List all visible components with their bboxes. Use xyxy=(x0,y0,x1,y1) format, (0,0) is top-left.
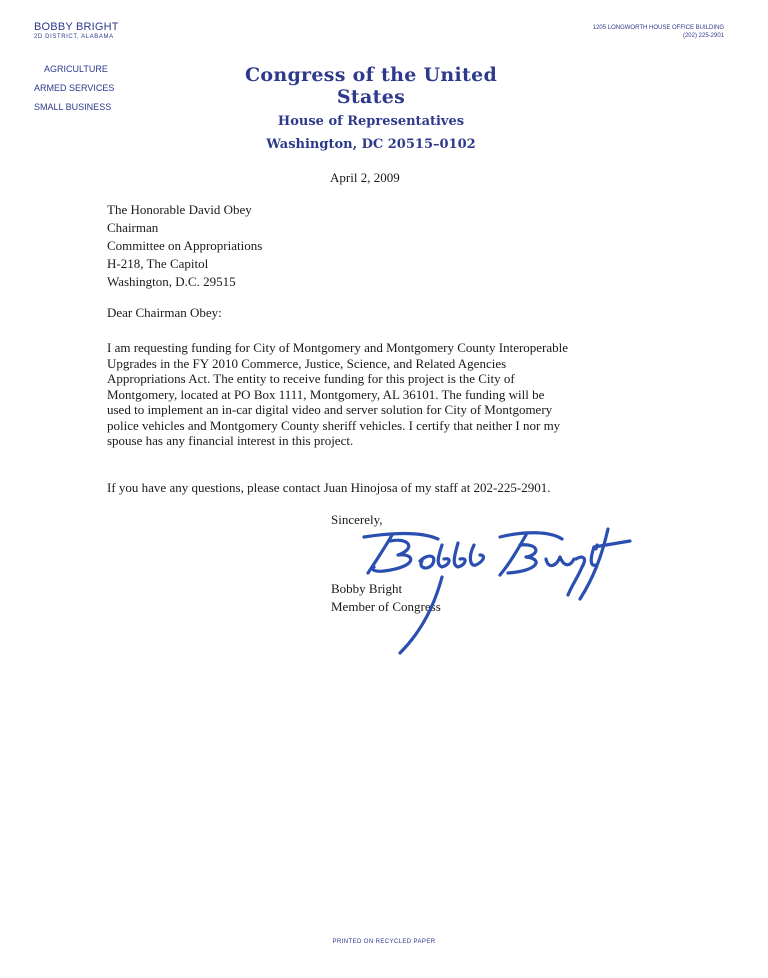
signer-title: Member of Congress xyxy=(331,599,441,614)
office-address xyxy=(593,24,724,40)
recipient-line: The Honorable David Obey xyxy=(107,202,252,217)
recipient-line: Washington, D.C. 29515 xyxy=(107,274,236,289)
committee-item: SMALL BUSINESS xyxy=(34,102,112,112)
signer-name: Bobby Bright xyxy=(331,581,403,596)
paragraph-line: Upgrades in the FY 2010 Commerce, Justice, Science, and Related Agencies xyxy=(107,355,507,371)
committee-item: ARMED SERVICES xyxy=(34,83,115,93)
handwritten-signature xyxy=(350,515,640,655)
recipient-line: Chairman xyxy=(107,220,159,235)
committee-item: AGRICULTURE xyxy=(44,64,108,74)
masthead-location: Washington, DC 20515–0102 xyxy=(266,137,476,152)
office-building: 1205 LONGWORTH HOUSE OFFICE BUILDING xyxy=(592,25,724,31)
paragraph-line: used to implement an in-car digital video and server solution for City of Montgomery xyxy=(107,402,553,417)
masthead xyxy=(226,64,516,152)
body-paragraph xyxy=(107,340,647,449)
paragraph-line: police vehicles and Montgomery County sheriff vehicles. I certify that neither I nor my xyxy=(107,417,561,433)
member-name: BOBBY BRIGHT xyxy=(34,21,119,33)
office-phone: (202) 225-2901 xyxy=(682,33,724,39)
salutation: Dear Chairman Obey: xyxy=(107,305,222,320)
recipient-line: H-218, The Capitol xyxy=(107,256,209,271)
paragraph-line: Montgomery, located at PO Box 1111, Montgomery, AL 36101. The funding will be xyxy=(107,386,545,402)
paragraph-line: I am requesting funding for City of Montgomery and Montgomery County Interoperable xyxy=(107,340,569,355)
recipient-line: Committee on Appropriations xyxy=(107,238,263,253)
masthead-subtitle: House of Representatives xyxy=(277,114,465,129)
footer-recycled-note: PRINTED ON RECYCLED PAPER xyxy=(332,939,436,945)
letter-date: April 2, 2009 xyxy=(330,170,400,185)
recipient-address xyxy=(107,201,262,291)
paragraph-line: spouse has any financial interest in this project. xyxy=(107,433,354,448)
member-district: 2D DISTRICT, ALABAMA xyxy=(34,34,114,40)
contact-paragraph: If you have any questions, please contact Juan Hinojosa of my staff at 202-225-2901. xyxy=(107,480,551,495)
member-header xyxy=(34,21,119,40)
masthead-title: Congress of the United States xyxy=(244,64,498,108)
paragraph-line: Appropriations Act. The entity to receive funding for this project is the City of xyxy=(107,371,515,386)
committee-list xyxy=(34,60,114,117)
closing: Sincerely, xyxy=(331,512,383,527)
